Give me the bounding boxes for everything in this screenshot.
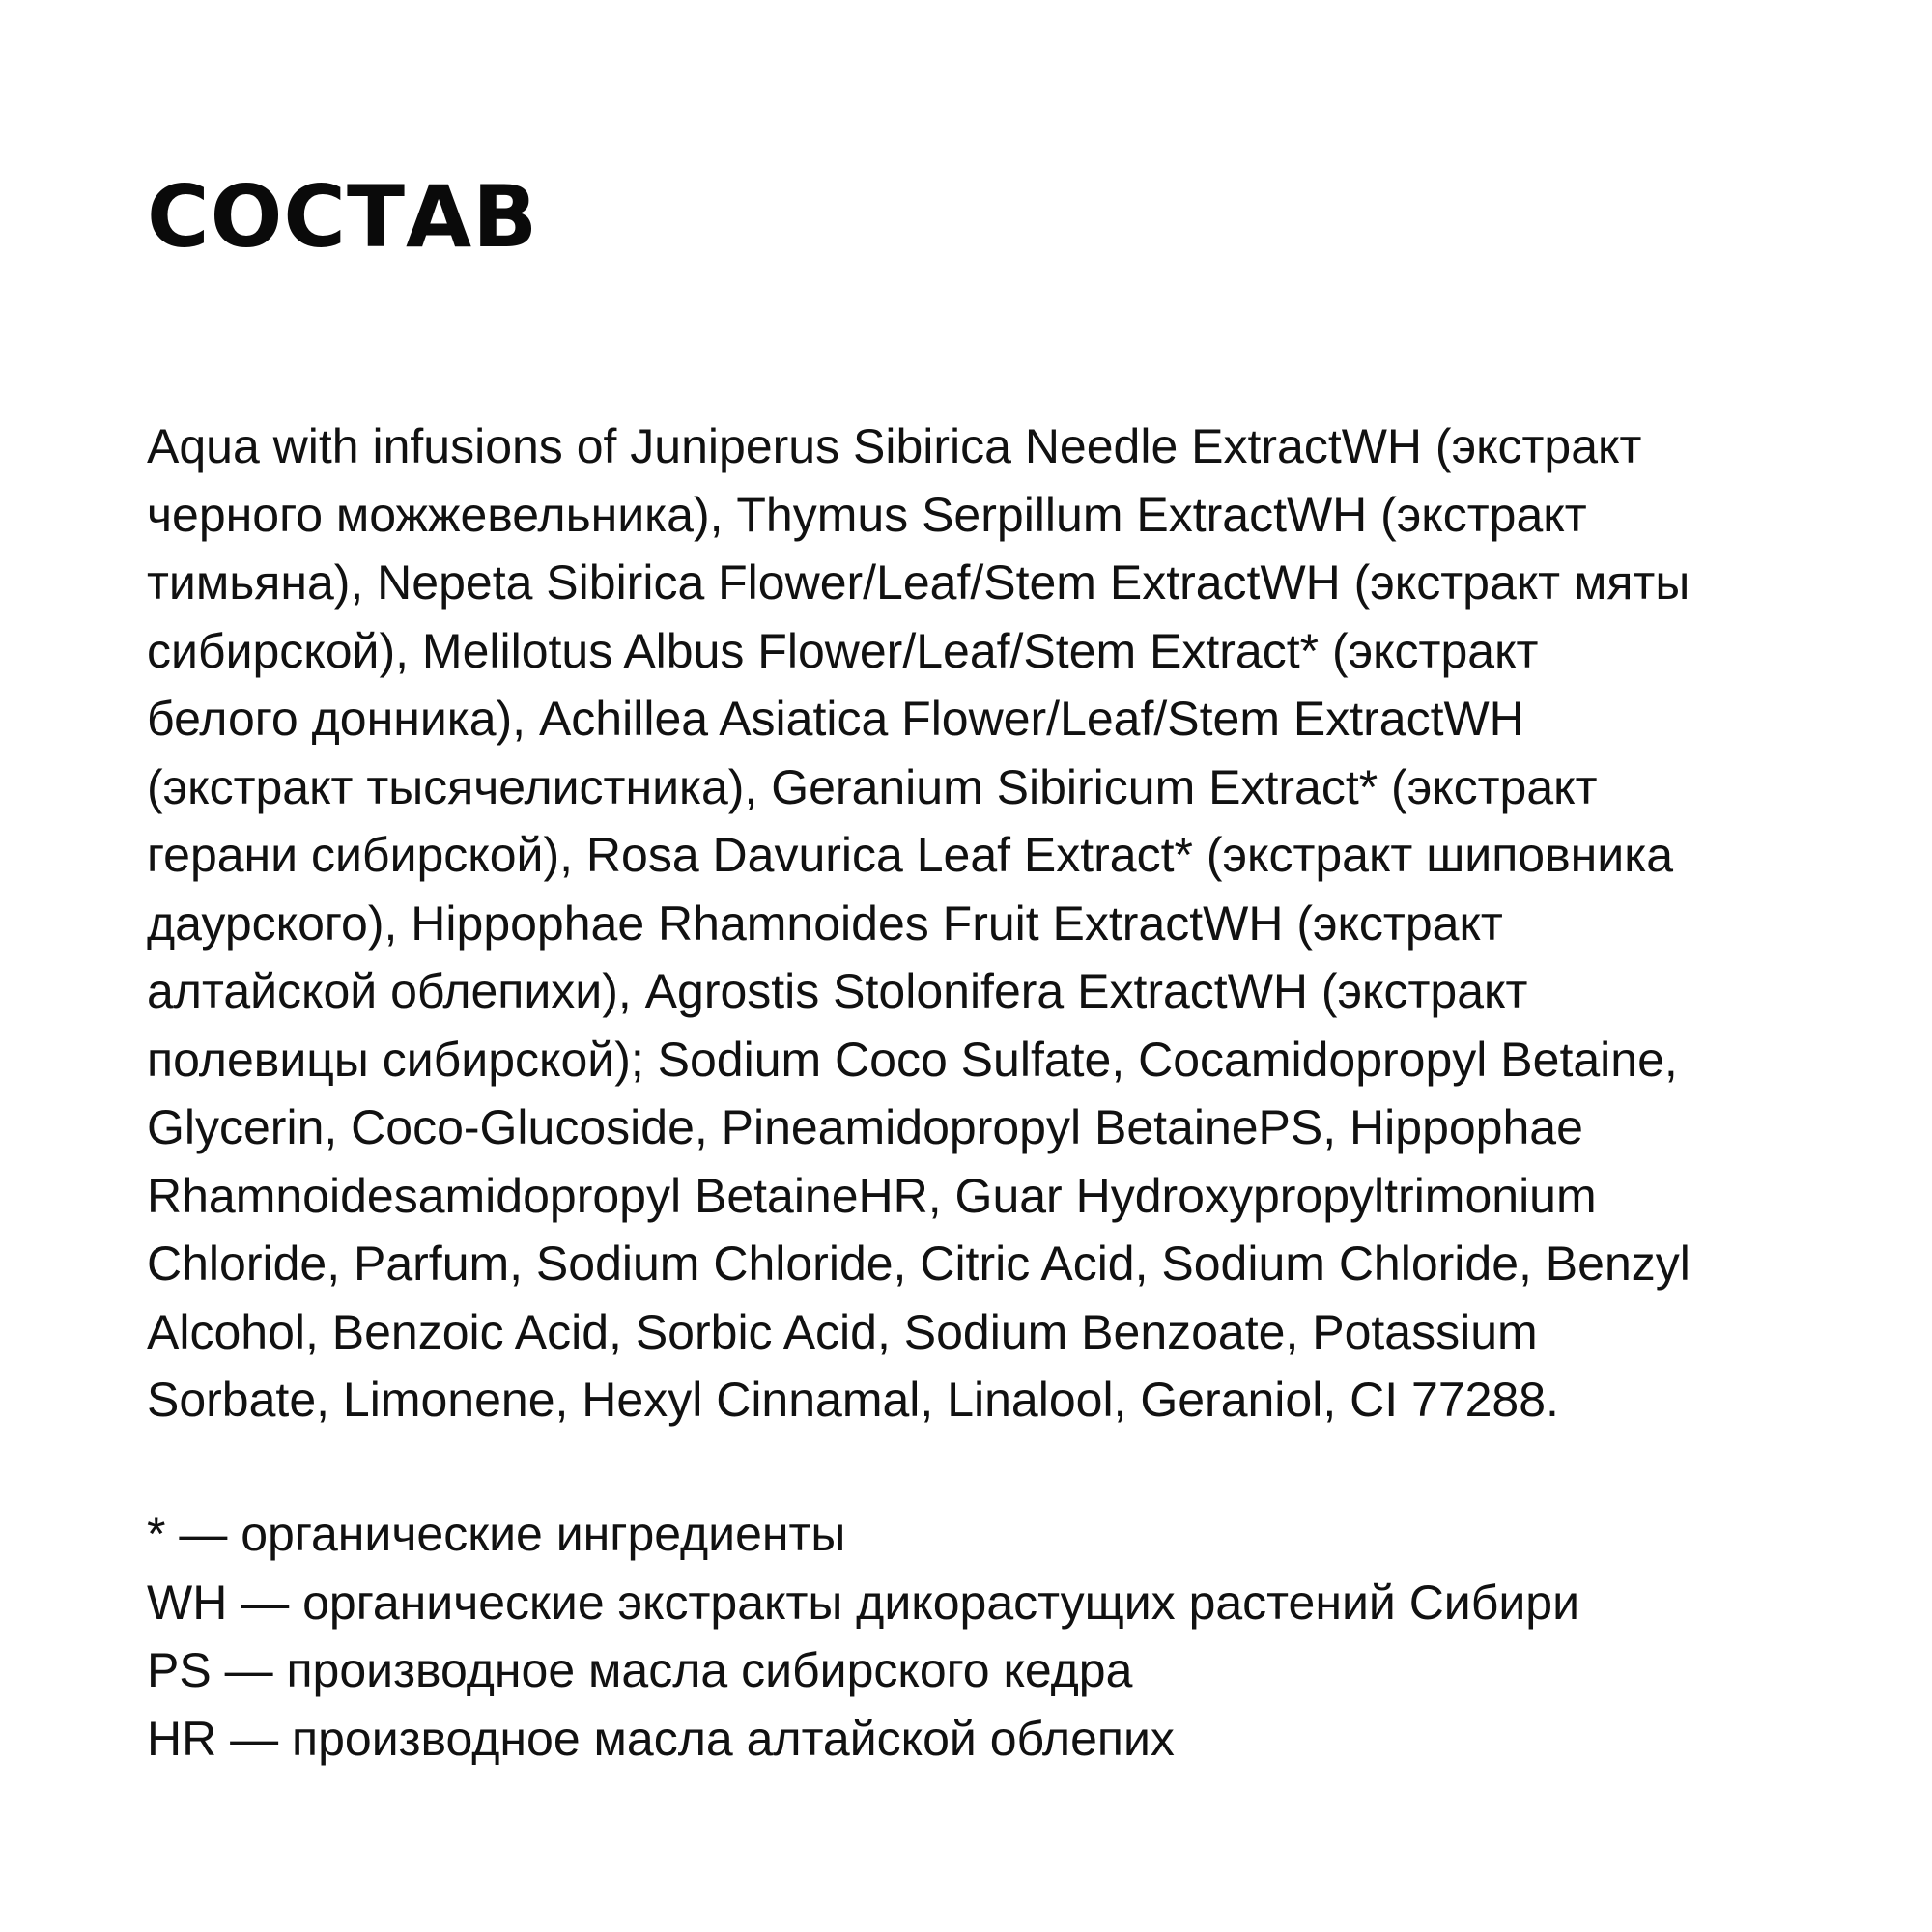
legend-wild-harvested: WH — органические экстракты дикорастущих растений Сибири <box>147 1575 1580 1630</box>
ingredients-line: Alcohol, Benzoic Acid, Sorbic Acid, Sodium Benzoate, Potassium <box>147 1304 1538 1359</box>
ingredients-line: Sorbate, Limonene, Hexyl Cinnamal, Linalool, Geraniol, CI 77288. <box>147 1373 1559 1427</box>
page-title: СОСТАВ <box>147 167 539 267</box>
ingredients-list <box>147 412 1808 1435</box>
legend-pine-derivative: PS — производное масла сибирского кедра <box>147 1643 1133 1697</box>
ingredients-line: белого донника), Achillea Asiatica Flower/Leaf/Stem ExtractWH <box>147 692 1524 746</box>
ingredients-line: полевицы сибирской); Sodium Coco Sulfate, Cocamidopropyl Betaine, <box>147 1032 1678 1087</box>
ingredients-line: Rhamnoidesamidopropyl BetaineHR, Guar Hydroxypropyltrimonium <box>147 1168 1597 1223</box>
ingredients-line: Aqua with infusions of Juniperus Sibirica Needle ExtractWH (экстракт <box>147 419 1642 473</box>
ingredients-line: сибирской), Melilotus Albus Flower/Leaf/Stem Extract* (экстракт <box>147 623 1539 678</box>
ingredients-line: Glycerin, Coco-Glucoside, Pineamidopropyl BetainePS, Hippophae <box>147 1100 1583 1154</box>
legend-organic: * — органические ингредиенты <box>147 1507 846 1561</box>
ingredients-line: герани сибирской), Rosa Davurica Leaf Extract* (экстракт шиповника <box>147 828 1674 882</box>
ingredients-line: (экстракт тысячелистника), Geranium Sibiricum Extract* (экстракт <box>147 759 1598 814</box>
ingredients-line: черного можжевельника), Thymus Serpillum ExtractWH (экстракт <box>147 487 1587 542</box>
ingredients-line: даурского), Hippophae Rhamnoides Fruit ExtractWH (экстракт <box>147 895 1503 951</box>
ingredients-line: тимьяна), Nepeta Sibirica Flower/Leaf/Stem ExtractWH (экстракт мяты <box>147 555 1690 610</box>
ingredients-line: Chloride, Parfum, Sodium Chloride, Citric Acid, Sodium Chloride, Benzyl <box>147 1236 1690 1291</box>
ingredients-line: алтайской облепихи), Agrostis Stolonifera ExtractWH (экстракт <box>147 964 1528 1018</box>
legend <box>147 1500 1808 1773</box>
legend-sea-buckthorn-derivative: HR — производное масла алтайской облепих <box>147 1711 1175 1766</box>
